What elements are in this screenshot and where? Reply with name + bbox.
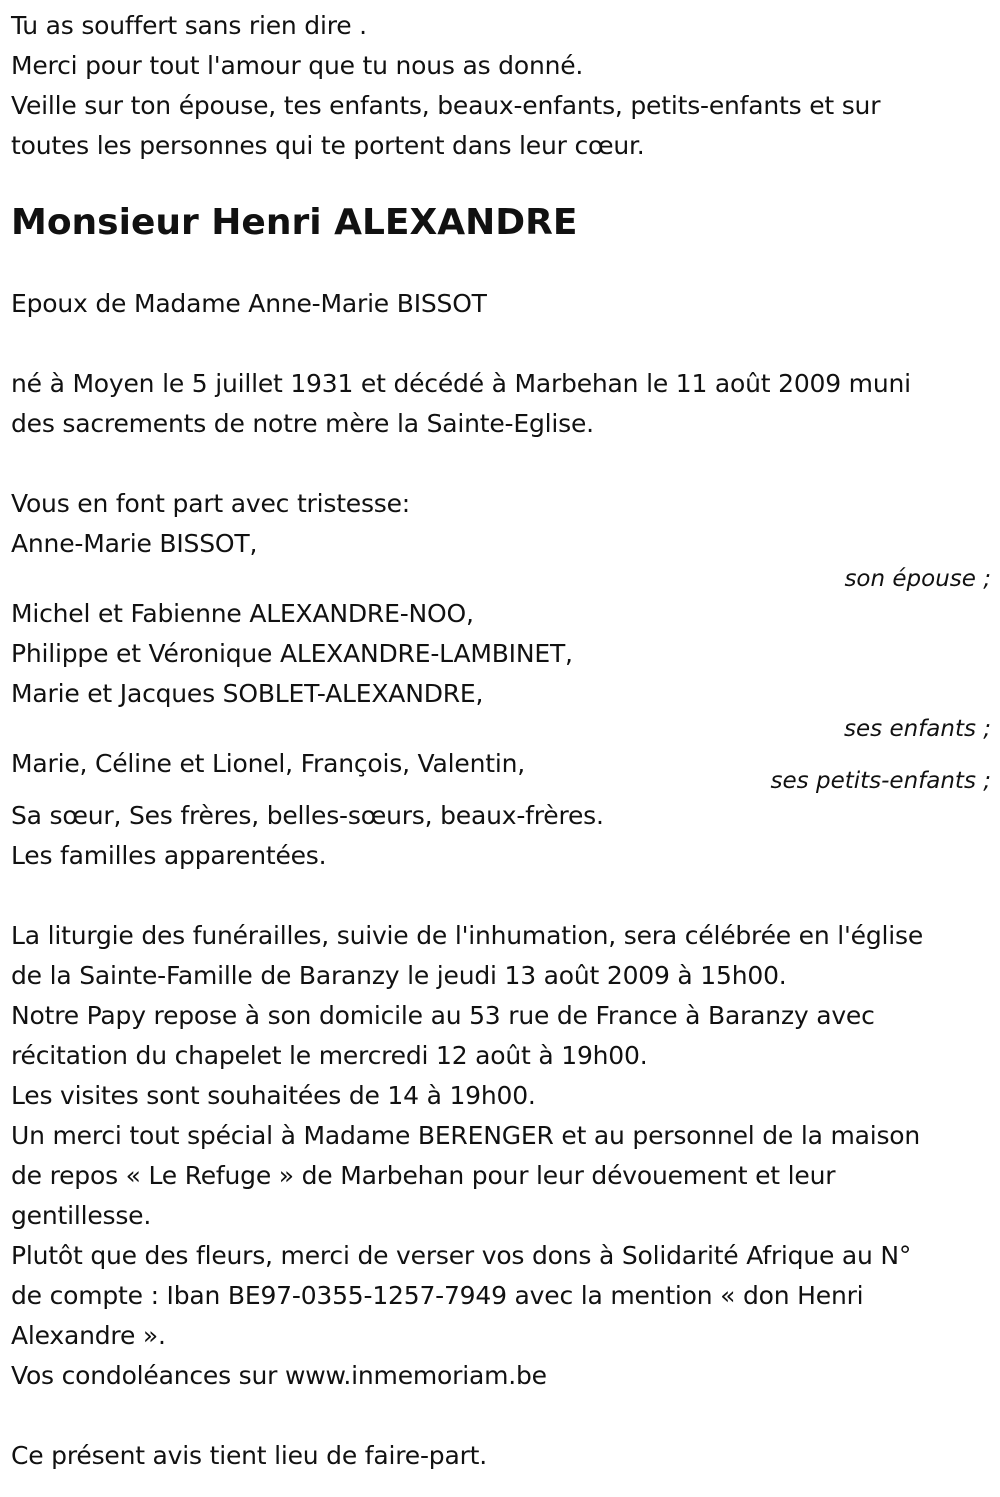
funeral-details	[11, 916, 991, 1396]
child-family: Marie et Jacques SOBLET-ALEXANDRE,	[11, 679, 484, 708]
spouse-name: Anne-Marie BISSOT,	[11, 529, 258, 558]
details-line: Notre Papy repose à son domicile au 53 rue de France à Baranzy avec	[11, 1001, 875, 1030]
details-line: Alexandre ».	[11, 1321, 166, 1350]
details-line: récitation du chapelet le mercredi 12 août à 19h00.	[11, 1041, 648, 1070]
child-family: Michel et Fabienne ALEXANDRE-NOO,	[11, 599, 474, 628]
details-line: La liturgie des funérailles, suivie de l'inhumation, sera célébrée en l'église	[11, 921, 924, 950]
children-role: ses enfants ;	[844, 716, 991, 742]
details-line: Un merci tout spécial à Madame BERENGER et au personnel de la maison	[11, 1121, 921, 1150]
birth-death-line: des sacrements de notre mère la Sainte-Eglise.	[11, 409, 594, 438]
deceased-name: Monsieur Henri ALEXANDRE	[11, 202, 578, 243]
details-line: gentillesse.	[11, 1201, 152, 1230]
siblings-line: Sa sœur, Ses frères, belles-sœurs, beaux-frères.	[11, 801, 604, 830]
family-announcement	[11, 484, 991, 876]
child-family: Philippe et Véronique ALEXANDRE-LAMBINET,	[11, 639, 573, 668]
obituary-notice	[11, 6, 991, 1476]
poem-line: toutes les personnes qui te portent dans leur cœur.	[11, 131, 645, 160]
details-line: Plutôt que des fleurs, merci de verser vos dons à Solidarité Afrique au N°	[11, 1241, 912, 1270]
relatives-line: Les familles apparentées.	[11, 841, 327, 870]
grandchildren-role: ses petits-enfants ;	[770, 768, 991, 794]
details-line: de la Sainte-Famille de Baranzy le jeudi 13 août 2009 à 15h00.	[11, 961, 787, 990]
spouse-role: son épouse ;	[844, 566, 991, 592]
condolences-line: Vos condoléances sur www.inmemoriam.be	[11, 1361, 547, 1390]
closing-line: Ce présent avis tient lieu de faire-part.	[11, 1441, 487, 1470]
grandchildren-names: Marie, Céline et Lionel, François, Valentin,	[11, 749, 525, 778]
poem-line: Veille sur ton épouse, tes enfants, beaux-enfants, petits-enfants et sur	[11, 91, 881, 120]
spouse-line: Epoux de Madame Anne-Marie BISSOT	[11, 289, 487, 318]
birth-death-line: né à Moyen le 5 juillet 1931 et décédé à Marbehan le 11 août 2009 muni	[11, 369, 911, 398]
poem-line: Tu as souffert sans rien dire .	[11, 11, 367, 40]
poem	[11, 6, 991, 166]
details-line: de compte : Iban BE97-0355-1257-7949 avec la mention « don Henri	[11, 1281, 864, 1310]
details-line: Les visites sont souhaitées de 14 à 19h00.	[11, 1081, 536, 1110]
announcement-intro: Vous en font part avec tristesse:	[11, 489, 411, 518]
poem-line: Merci pour tout l'amour que tu nous as donné.	[11, 51, 584, 80]
birth-death-info	[11, 364, 991, 444]
details-line: de repos « Le Refuge » de Marbehan pour leur dévouement et leur	[11, 1161, 836, 1190]
